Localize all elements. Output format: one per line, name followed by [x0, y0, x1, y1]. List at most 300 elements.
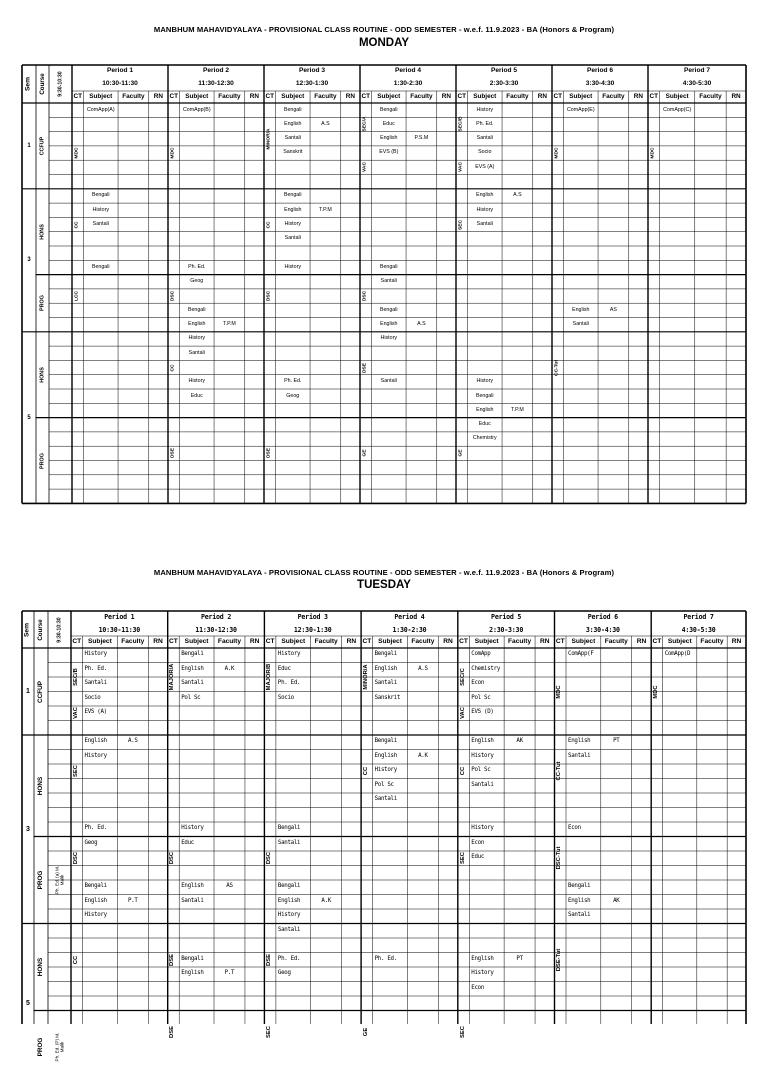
faculty-cell: A.S [407, 663, 438, 678]
subject-cell: Ph. Ed. [180, 260, 215, 274]
course-label: HONS [38, 777, 44, 795]
course-type-label: SEC [461, 852, 467, 864]
course-type-label: MINOR/A [267, 128, 272, 149]
subject-cell: Santali [83, 677, 118, 692]
subject-cell: Bengali [276, 103, 311, 117]
course-type-label: DSC [267, 291, 272, 301]
day-title-tuesday: TUESDAY [0, 579, 768, 591]
subject-cell: Econ [469, 837, 504, 852]
period-7-time: 4:30-5:30 [651, 624, 746, 636]
subject-cell: History [83, 648, 118, 663]
subject-cell: English [276, 203, 311, 217]
course-type-label: SEC [74, 765, 80, 777]
rn-column-header: RN [726, 91, 746, 103]
course-type-label: MAJOR/B [267, 664, 273, 691]
period-2-label: Period 2 [168, 65, 264, 77]
subject-cell: History [469, 750, 504, 765]
subject-cell: Socio [276, 692, 311, 707]
ct-column-header: CT [360, 91, 372, 103]
subject-cell: ComApp(B) [180, 103, 215, 117]
rn-column-header: RN [245, 91, 264, 103]
subject-cell: History [179, 822, 214, 837]
faculty-cell: A.S [117, 735, 148, 750]
course-type-label: DSE [267, 448, 272, 458]
subject-cell: History [469, 822, 504, 837]
sem-column-header: Sem [26, 77, 33, 91]
subject-cell: History [469, 967, 504, 982]
subject-cell: Educ [179, 837, 214, 852]
subject-cell: EVS (A) [83, 706, 118, 721]
ct-column-header: CT [456, 91, 468, 103]
rn-column-header: RN [148, 636, 167, 648]
subject-cell: English [564, 303, 599, 317]
period-6-time: 3:30-4:30 [555, 624, 652, 636]
subject-cell: Pol Sc [469, 692, 504, 707]
course-type-label: CC-Tut [557, 762, 563, 781]
faculty-cell: T.P.M [502, 403, 533, 417]
subject-cell: Geog [276, 389, 311, 403]
subject-cell: Educ [372, 117, 407, 131]
subject-cell: Santali [566, 750, 601, 765]
subject-cell: Bengali [372, 103, 407, 117]
course-type-label: GE [459, 450, 464, 457]
course-type-label: CC [171, 364, 176, 371]
subject-cell: Bengali [179, 648, 214, 663]
ct-column-header: CT [552, 91, 564, 103]
course-type-label: DSE-Tut [557, 949, 563, 971]
subject-cell: English [372, 132, 407, 146]
subject-cell: Santali [179, 677, 214, 692]
ct-column-header: CT [648, 91, 660, 103]
subject-cell: Socio [83, 692, 118, 707]
course-note: Ph. Ed. (P) M. Malik [55, 1028, 64, 1066]
faculty-cell: AS [214, 880, 245, 895]
subject-column-header: Subject [566, 636, 601, 648]
subject-cell: History [83, 750, 118, 765]
period-5-label: Period 5 [456, 65, 552, 77]
subject-cell: History [84, 203, 119, 217]
subject-cell: Chemistry [469, 663, 504, 678]
subject-cell: English [83, 895, 118, 910]
period-5-time: 2:30-3:30 [458, 624, 555, 636]
subject-cell: Santali [469, 779, 504, 794]
faculty-column-header: Faculty [311, 636, 342, 648]
faculty-cell: A.S [310, 117, 341, 131]
subject-cell: Pol Sc [179, 692, 214, 707]
subject-cell: English [372, 318, 407, 332]
subject-cell: Bengali [276, 189, 311, 203]
course-type-label: DSC [267, 852, 273, 864]
subject-cell: English [469, 735, 504, 750]
rn-column-header: RN [341, 91, 360, 103]
subject-cell: EVS (A) [468, 160, 503, 174]
subject-column-header: Subject [469, 636, 504, 648]
course-type-label: DSE [267, 954, 273, 966]
ct-column-header: CT [72, 91, 84, 103]
period-5-label: Period 5 [458, 611, 555, 624]
semester-label: 5 [22, 924, 34, 1083]
faculty-cell: PT [601, 735, 632, 750]
rn-column-header: RN [342, 636, 361, 648]
subject-column-header: Subject [276, 91, 311, 103]
period-3-label: Period 3 [264, 611, 361, 624]
course-label: PROG [38, 1037, 44, 1056]
day-title-monday: MONDAY [0, 37, 768, 49]
course-type-label: DSE [171, 954, 177, 966]
period-4-label: Period 4 [360, 65, 456, 77]
subject-cell: Bengali [84, 260, 119, 274]
subject-cell: History [83, 909, 118, 924]
period-1-label: Period 1 [71, 611, 168, 624]
course-type-label: DSC [171, 291, 176, 301]
subject-cell: Socio [468, 146, 503, 160]
subject-cell: History [180, 332, 215, 346]
course-type-label: MINOR/A [364, 664, 370, 689]
subject-cell: Santali [84, 217, 119, 231]
course-column-header: Course [38, 619, 44, 640]
period-2-time: 11:30-12:30 [168, 624, 265, 636]
subject-cell: English [468, 403, 503, 417]
rn-column-header: RN [245, 636, 264, 648]
period-1-time: 10:30-11:30 [71, 624, 168, 636]
subject-column-header: Subject [180, 91, 215, 103]
course-type-label: CC-Tut [555, 360, 560, 376]
faculty-column-header: Faculty [598, 91, 629, 103]
faculty-column-header: Faculty [407, 636, 438, 648]
faculty-column-header: Faculty [214, 91, 245, 103]
course-type-label: SEC/B [459, 117, 464, 132]
rn-column-header: RN [533, 91, 552, 103]
subject-cell: History [276, 909, 311, 924]
time-column-header: 9:30-10:30 [58, 71, 63, 96]
course-type-label: MDC [75, 147, 80, 158]
subject-cell: Ph. Ed. [373, 953, 408, 968]
document-title-2: MANBHUM MAHAVIDYALAYA - PROVISIONAL CLASS ROUTINE - ODD SEMESTER - w.e.f. 11.9.2023 - BA (Honors & Program) [0, 568, 768, 577]
course-type-label: GE [363, 450, 368, 457]
subject-cell: Santali [564, 318, 599, 332]
subject-column-header: Subject [663, 636, 697, 648]
subject-cell: ComApp(E) [564, 103, 599, 117]
subject-column-header: Subject [83, 636, 118, 648]
course-type-label: DSC [363, 291, 368, 301]
subject-cell: English [373, 750, 408, 765]
semester-label: 1 [22, 648, 34, 735]
course-type-label: SEC/B [74, 668, 80, 686]
subject-cell: English [566, 895, 601, 910]
faculty-cell: AS [598, 303, 629, 317]
faculty-cell: AK [601, 895, 632, 910]
subject-cell: Santali [372, 275, 407, 289]
subject-cell: Educ [469, 851, 504, 866]
course-type-label: MDC [555, 147, 560, 158]
faculty-cell: T.P.M [214, 318, 245, 332]
subject-cell: History [373, 764, 408, 779]
course-type-label: VAC [363, 162, 368, 172]
subject-cell: Bengali [276, 880, 311, 895]
ct-column-header: CT [168, 91, 180, 103]
course-type-label: GE [364, 1028, 370, 1036]
subject-cell: ComApp(C) [660, 103, 695, 117]
course-type-label: CC [461, 767, 467, 775]
subject-cell: Ph. Ed. [83, 822, 118, 837]
faculty-column-header: Faculty [214, 636, 245, 648]
course-type-label: MAJOR/A [171, 664, 177, 691]
course-type-label: MDC [651, 147, 656, 158]
rn-column-header: RN [629, 91, 648, 103]
period-7-label: Period 7 [651, 611, 746, 624]
subject-cell: Santali [276, 837, 311, 852]
period-3-label: Period 3 [264, 65, 360, 77]
course-label: PROG [40, 295, 45, 311]
subject-cell: History [276, 217, 311, 231]
subject-cell: Geog [276, 967, 311, 982]
subject-cell: English [276, 895, 311, 910]
subject-cell: History [276, 260, 311, 274]
period-4-time: 1:30-2:30 [360, 77, 456, 91]
subject-cell: Santali [373, 677, 408, 692]
subject-cell: Sanskrit [373, 692, 408, 707]
course-type-label: CC [364, 767, 370, 775]
period-2-label: Period 2 [168, 611, 265, 624]
subject-cell: Pol Sc [469, 764, 504, 779]
faculty-column-header: Faculty [504, 636, 535, 648]
course-type-label: MDC [557, 685, 563, 698]
course-column-header: Course [39, 73, 45, 94]
period-4-time: 1:30-2:30 [361, 624, 458, 636]
course-type-label: CC [75, 221, 80, 228]
subject-cell: Santali [372, 375, 407, 389]
course-type-label: VAC [461, 707, 467, 719]
subject-cell: ComApp [469, 648, 504, 663]
course-type-label: MDC [654, 685, 660, 698]
subject-cell: Educ [180, 389, 215, 403]
subject-cell: Bengali [84, 189, 119, 203]
subject-cell: Santali [276, 924, 311, 939]
time-column-header: 9:30-10:30 [57, 617, 62, 642]
subject-column-header: Subject [564, 91, 599, 103]
subject-cell: History [468, 203, 503, 217]
subject-cell: Santali [468, 132, 503, 146]
faculty-cell: A.K [407, 750, 438, 765]
subject-cell: Bengali [468, 389, 503, 403]
faculty-cell: PT [504, 953, 535, 968]
subject-cell: Bengali [276, 822, 311, 837]
course-type-label: DSE [363, 363, 368, 373]
subject-cell: English [179, 967, 214, 982]
period-6-label: Period 6 [555, 611, 652, 624]
course-label: PROG [38, 871, 44, 890]
subject-cell: Ph. Ed. [276, 677, 311, 692]
course-label: CCFUP [38, 680, 44, 702]
course-type-label: DSC [171, 852, 177, 864]
subject-column-header: Subject [468, 91, 503, 103]
course-type-label: SEC/A [363, 117, 368, 132]
subject-cell: Santali [468, 217, 503, 231]
course-type-label: DSC [74, 852, 80, 864]
faculty-cell: T.P.M [310, 203, 341, 217]
subject-cell: Bengali [372, 303, 407, 317]
course-type-label: SEC [459, 220, 464, 230]
subject-cell: Bengali [372, 260, 407, 274]
subject-cell: English [469, 953, 504, 968]
faculty-column-header: Faculty [601, 636, 632, 648]
course-note: Ph. Ed. (a) M. Malik [55, 861, 64, 899]
subject-cell: History [468, 103, 503, 117]
subject-column-header: Subject [276, 636, 311, 648]
rn-column-header: RN [437, 91, 456, 103]
sem-column-header: Sem [25, 623, 32, 637]
subject-cell: English [566, 735, 601, 750]
period-7-time: 4:30-5:30 [648, 77, 746, 91]
subject-cell: English [179, 880, 214, 895]
faculty-cell: P.T [117, 895, 148, 910]
course-type-label: VAC [459, 162, 464, 172]
rn-column-header: RN [149, 91, 168, 103]
ct-column-header: CT [168, 636, 180, 648]
faculty-column-header: Faculty [697, 636, 727, 648]
subject-cell: Pol Sc [373, 779, 408, 794]
subject-column-header: Subject [373, 636, 408, 648]
subject-cell: Econ [469, 677, 504, 692]
subject-cell: Econ [469, 982, 504, 997]
course-label: HONS [38, 958, 44, 976]
subject-cell: ComApp(D [663, 648, 697, 663]
subject-cell: English [373, 663, 408, 678]
semester-label: 3 [22, 735, 34, 924]
ct-column-header: CT [71, 636, 83, 648]
course-label: HONS [40, 224, 45, 240]
subject-cell: Sanskrit [276, 146, 311, 160]
course-type-label: DSE [171, 1026, 177, 1038]
faculty-cell: P.T [214, 967, 245, 982]
subject-cell: English [468, 189, 503, 203]
subject-cell: Ph. Ed. [83, 663, 118, 678]
period-3-time: 12:30-1:30 [264, 77, 360, 91]
ct-column-header: CT [555, 636, 567, 648]
course-type-label: MDC [171, 147, 176, 158]
rn-column-header: RN [727, 636, 746, 648]
course-type-label: DSC-Tut [557, 847, 563, 870]
period-7-label: Period 7 [648, 65, 746, 77]
subject-cell: Econ [566, 822, 601, 837]
ct-column-header: CT [651, 636, 663, 648]
subject-cell: Santali [276, 132, 311, 146]
subject-cell: Bengali [373, 735, 408, 750]
faculty-column-header: Faculty [118, 91, 149, 103]
subject-column-header: Subject [372, 91, 407, 103]
semester-label: 1 [22, 103, 36, 189]
faculty-column-header: Faculty [406, 91, 437, 103]
course-label: CCFUP [40, 137, 45, 156]
subject-cell: History [372, 332, 407, 346]
period-5-time: 2:30-3:30 [456, 77, 552, 91]
faculty-column-header: Faculty [117, 636, 148, 648]
subject-cell: Santali [373, 793, 408, 808]
faculty-cell: P.S.M [406, 132, 437, 146]
course-label: HONS [40, 367, 45, 383]
period-3-time: 12:30-1:30 [264, 624, 361, 636]
course-type-label: CC [267, 221, 272, 228]
subject-cell: Santali [180, 346, 215, 360]
course-type-label: VAC [74, 707, 80, 719]
period-6-time: 3:30-4:30 [552, 77, 648, 91]
subject-cell: Santali [276, 232, 311, 246]
subject-cell: History [180, 375, 215, 389]
subject-column-header: Subject [84, 91, 119, 103]
subject-cell: English [179, 663, 214, 678]
subject-cell: History [468, 375, 503, 389]
course-type-label: LCC [75, 291, 80, 301]
ct-column-header: CT [458, 636, 470, 648]
period-1-time: 10:30-11:30 [72, 77, 168, 91]
subject-cell: Geog [180, 275, 215, 289]
course-label: PROG [40, 453, 45, 469]
subject-cell: ComApp(F [566, 648, 601, 663]
subject-cell: Geog [83, 837, 118, 852]
subject-cell: Santali [179, 895, 214, 910]
subject-column-header: Subject [660, 91, 695, 103]
subject-column-header: Subject [179, 636, 214, 648]
course-type-label: DSE [171, 448, 176, 458]
period-6-label: Period 6 [552, 65, 648, 77]
document-title: MANBHUM MAHAVIDYALAYA - PROVISIONAL CLASS ROUTINE - ODD SEMESTER - w.e.f. 11.9.2023 - BA (Honors & Program) [0, 25, 768, 34]
subject-cell: Bengali [373, 648, 408, 663]
subject-cell: Ph. Ed. [276, 375, 311, 389]
faculty-cell: A.K [311, 895, 342, 910]
semester-label: 5 [22, 332, 36, 504]
faculty-column-header: Faculty [502, 91, 533, 103]
rn-column-header: RN [632, 636, 651, 648]
ct-column-header: CT [264, 91, 276, 103]
subject-cell: English [276, 117, 311, 131]
subject-cell: Educ [468, 418, 503, 432]
period-2-time: 11:30-12:30 [168, 77, 264, 91]
faculty-column-header: Faculty [310, 91, 341, 103]
subject-cell: English [83, 735, 118, 750]
faculty-cell: A.S [502, 189, 533, 203]
subject-cell: Ph. Ed. [276, 953, 311, 968]
semester-label: 3 [22, 189, 36, 332]
subject-cell: English [180, 318, 215, 332]
rn-column-header: RN [438, 636, 457, 648]
subject-cell: Bengali [180, 303, 215, 317]
subject-cell: Bengali [566, 880, 601, 895]
subject-cell: Bengali [179, 953, 214, 968]
course-type-label: SEC [461, 1026, 467, 1038]
faculty-cell: AK [504, 735, 535, 750]
subject-cell: Bengali [83, 880, 118, 895]
course-type-label: CC [74, 956, 80, 964]
period-4-label: Period 4 [361, 611, 458, 624]
subject-cell: EVS (B) [372, 146, 407, 160]
subject-cell: Educ [276, 663, 311, 678]
subject-cell: Ph. Ed. [468, 117, 503, 131]
period-1-label: Period 1 [72, 65, 168, 77]
course-type-label: SEC/C [461, 668, 467, 686]
ct-column-header: CT [264, 636, 276, 648]
subject-cell: EVS (D) [469, 706, 504, 721]
course-type-label: SEC [267, 1026, 273, 1038]
subject-cell: ComApp(A) [84, 103, 119, 117]
faculty-cell: A.S [406, 318, 437, 332]
rn-column-header: RN [535, 636, 554, 648]
subject-cell: History [276, 648, 311, 663]
faculty-column-header: Faculty [695, 91, 726, 103]
ct-column-header: CT [361, 636, 373, 648]
subject-cell: Santali [566, 909, 601, 924]
faculty-cell: A.K [214, 663, 245, 678]
subject-cell: Chemistry [468, 432, 503, 446]
